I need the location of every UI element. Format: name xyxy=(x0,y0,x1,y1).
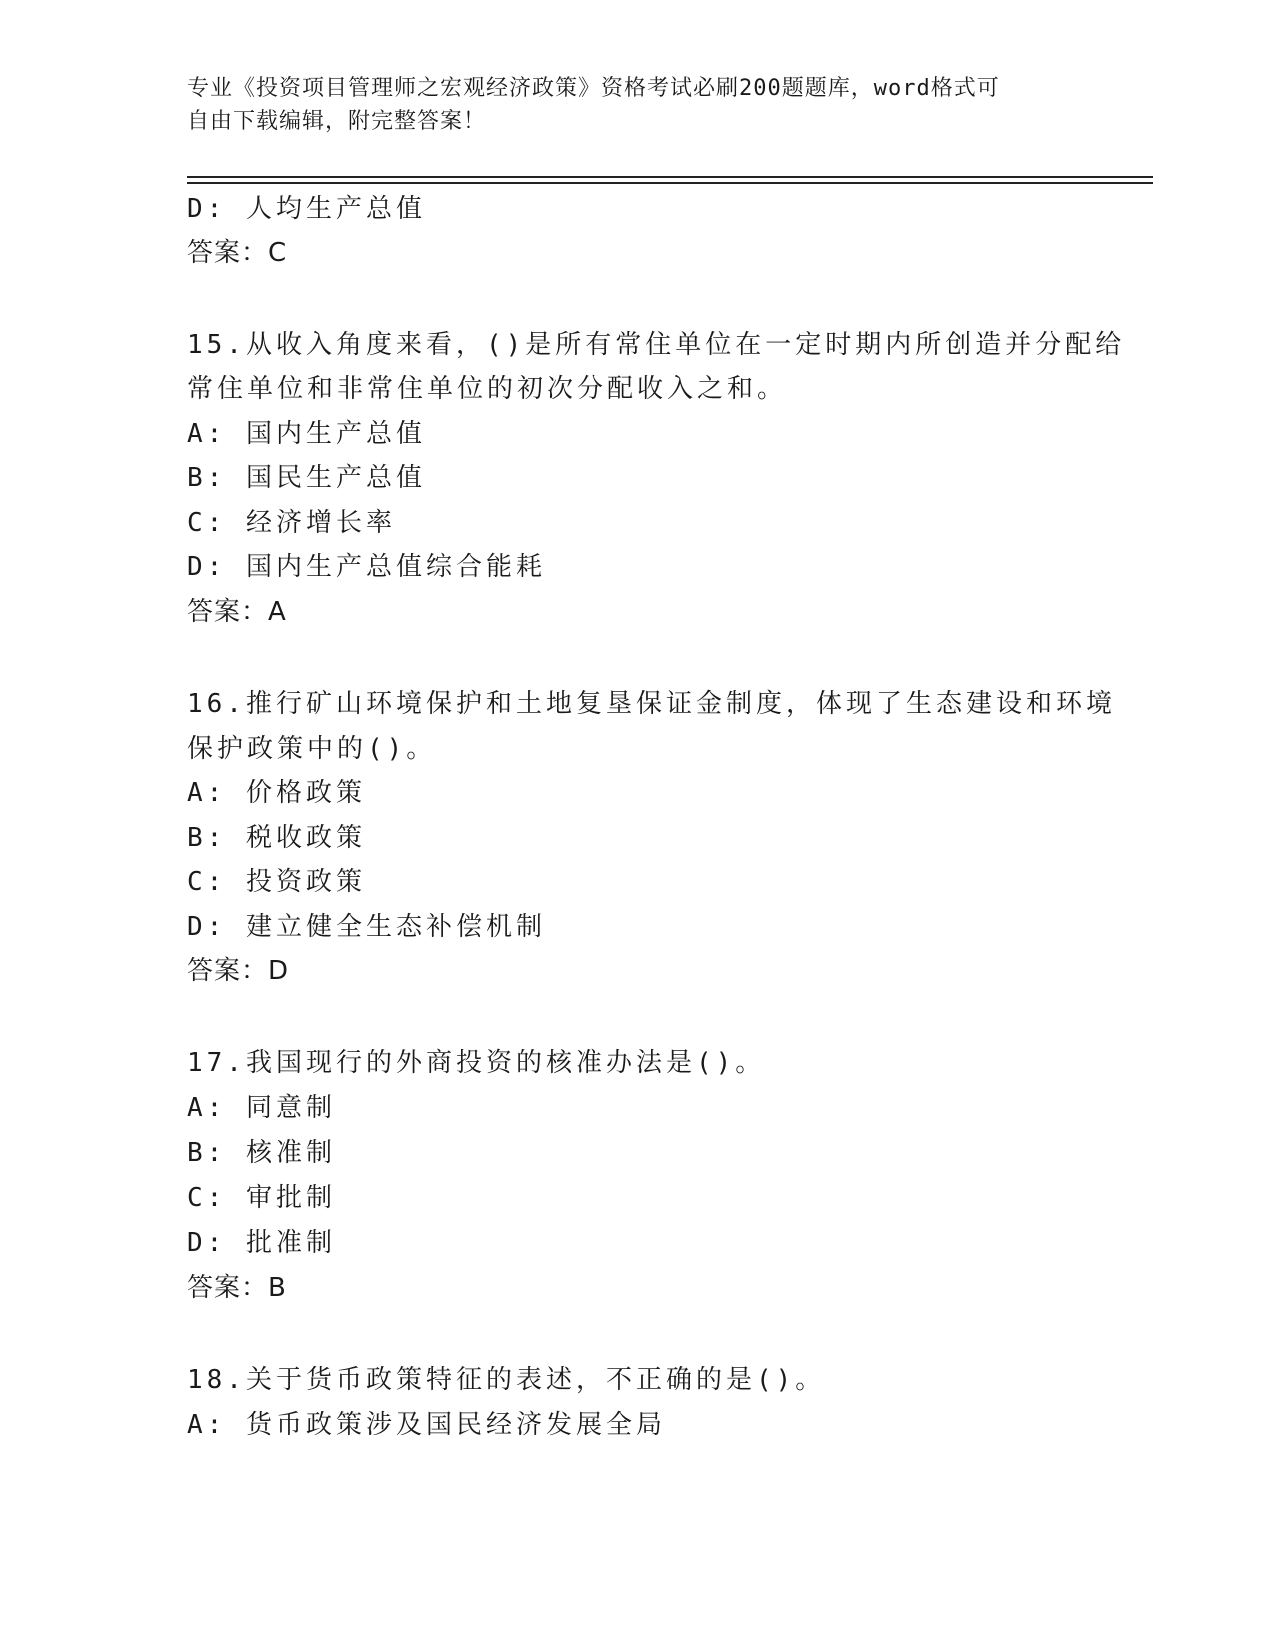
header-line-1: 专业《投资项目管理师之宏观经济政策》资格考试必刷200题题库，word格式可 xyxy=(187,76,1000,101)
q17-option-d: D: 批准制 xyxy=(187,1228,336,1258)
q17-option-a: A: 同意制 xyxy=(187,1093,336,1123)
q16-option-b: B: 税收政策 xyxy=(187,823,366,853)
q16-option-d: D: 建立健全生态补偿机制 xyxy=(187,912,546,942)
q17-option-b: B: 核准制 xyxy=(187,1138,336,1168)
q17-stem-line-1: 17.我国现行的外商投资的核准办法是()。 xyxy=(187,1048,766,1078)
q15-stem-line-2: 常住单位和非常住单位的初次分配收入之和。 xyxy=(187,374,788,404)
header-line-2: 自由下载编辑，附完整答案！ xyxy=(187,109,487,134)
q17-answer: 答案：B xyxy=(187,1273,287,1303)
q16-option-a: A: 价格政策 xyxy=(187,778,366,808)
q15-option-d: D: 国内生产总值综合能耗 xyxy=(187,552,546,582)
header-divider-bottom xyxy=(187,182,1153,184)
q16-stem-line-2: 保护政策中的()。 xyxy=(187,734,437,764)
q15-stem-line-1: 15.从收入角度来看，()是所有常住单位在一定时期内所创造并分配给 xyxy=(187,330,1126,360)
q18-stem-line-1: 18.关于货币政策特征的表述，不正确的是()。 xyxy=(187,1365,826,1395)
q16-answer: 答案：D xyxy=(187,956,290,986)
q17-option-c: C: 审批制 xyxy=(187,1183,336,1213)
header-divider-top xyxy=(187,176,1153,178)
prev-answer: 答案：C xyxy=(187,238,288,268)
q16-option-c: C: 投资政策 xyxy=(187,867,366,897)
q15-option-b: B: 国民生产总值 xyxy=(187,463,426,493)
prev-option-d: D: 人均生产总值 xyxy=(187,194,426,224)
q15-option-c: C: 经济增长率 xyxy=(187,508,396,538)
q18-option-a: A: 货币政策涉及国民经济发展全局 xyxy=(187,1410,666,1440)
q15-option-a: A: 国内生产总值 xyxy=(187,419,426,449)
q15-answer: 答案：A xyxy=(187,597,287,627)
q16-stem-line-1: 16.推行矿山环境保护和土地复垦保证金制度，体现了生态建设和环境 xyxy=(187,689,1116,719)
document-header xyxy=(187,72,1087,138)
